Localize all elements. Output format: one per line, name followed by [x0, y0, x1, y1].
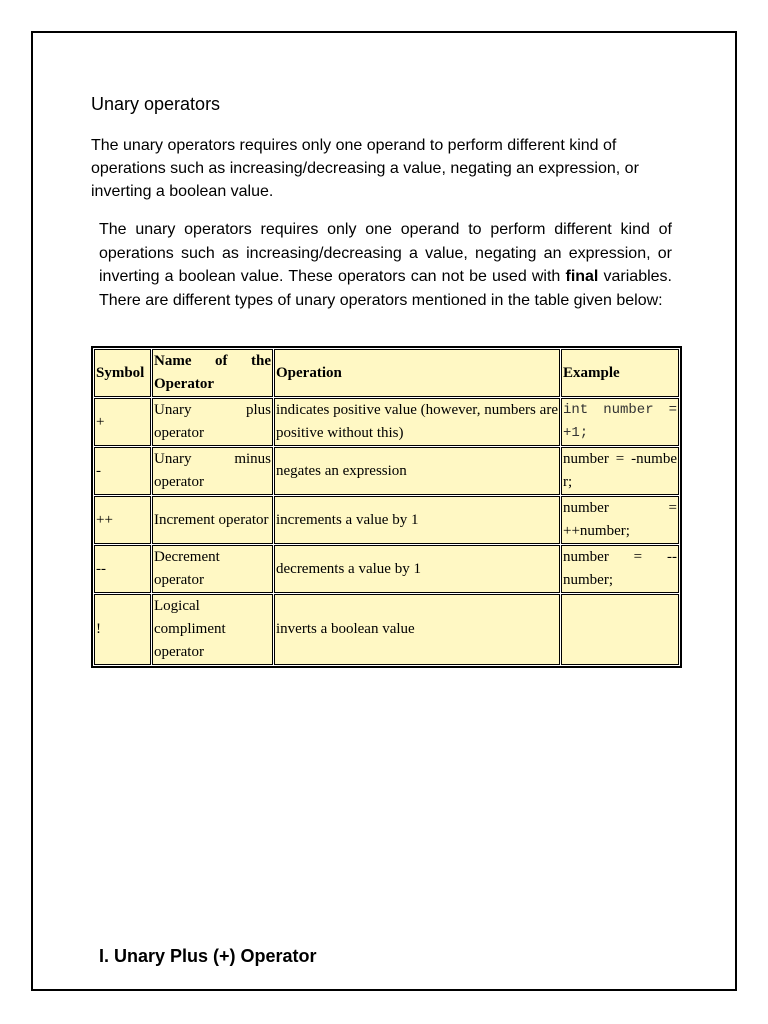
- cell-operation: negates an expression: [274, 447, 560, 495]
- cell-name: Increment operator: [152, 496, 273, 544]
- header-operation: Operation: [274, 349, 560, 397]
- cell-name: Unary plus operator: [152, 398, 273, 446]
- section-heading: I. Unary Plus (+) Operator: [99, 946, 317, 966]
- cell-example: number = --number;: [561, 545, 679, 593]
- table-row: [94, 545, 679, 593]
- cell-example: number = -number;: [561, 447, 679, 495]
- cell-operation: decrements a value by 1: [274, 545, 560, 593]
- cell-operation: increments a value by 1: [274, 496, 560, 544]
- cell-name: Unary minus operator: [152, 447, 273, 495]
- document-page: [31, 31, 737, 991]
- bold-keyword-final: final: [565, 268, 599, 285]
- intro-paragraph: The unary operators requires only one operand to perform different kind of operations such as increasing/decreasing a value, negating an expression, or inverting a boolean value.: [91, 137, 639, 200]
- cell-operation: inverts a boolean value: [274, 594, 560, 665]
- cell-example: int number = +1;: [561, 398, 679, 446]
- cell-name: Logical compliment operator: [152, 594, 273, 665]
- cell-operation: indicates positive value (however, numbers are positive without this): [274, 398, 560, 446]
- cell-example: [561, 594, 679, 665]
- cell-symbol: !: [94, 594, 151, 665]
- table-row: [94, 496, 679, 544]
- detail-text-start: The unary operators requires only one operand to perform different kind of operations such as increasing/decreasing a value, negating an expression, or inverting a boolean value. These operators can not be used with: [99, 221, 672, 285]
- unary-operators-table: [91, 346, 682, 668]
- cell-symbol: --: [94, 545, 151, 593]
- page-title: Unary operators: [91, 94, 221, 114]
- cell-symbol: -: [94, 447, 151, 495]
- cell-symbol: ++: [94, 496, 151, 544]
- header-name: Name of the Operator: [152, 349, 273, 397]
- header-symbol: Symbol: [94, 349, 151, 397]
- cell-symbol: +: [94, 398, 151, 446]
- detail-paragraph: [99, 218, 672, 312]
- cell-example: number = ++number;: [561, 496, 679, 544]
- cell-name: Decrement operator: [152, 545, 273, 593]
- header-example: Example: [561, 349, 679, 397]
- table-header-row: [94, 349, 679, 397]
- detail-text-end: variables. There are different types of unary operators mentioned in the table given below:: [99, 268, 673, 309]
- table-row: [94, 447, 679, 495]
- table-row: [94, 398, 679, 446]
- table-row: [94, 594, 679, 665]
